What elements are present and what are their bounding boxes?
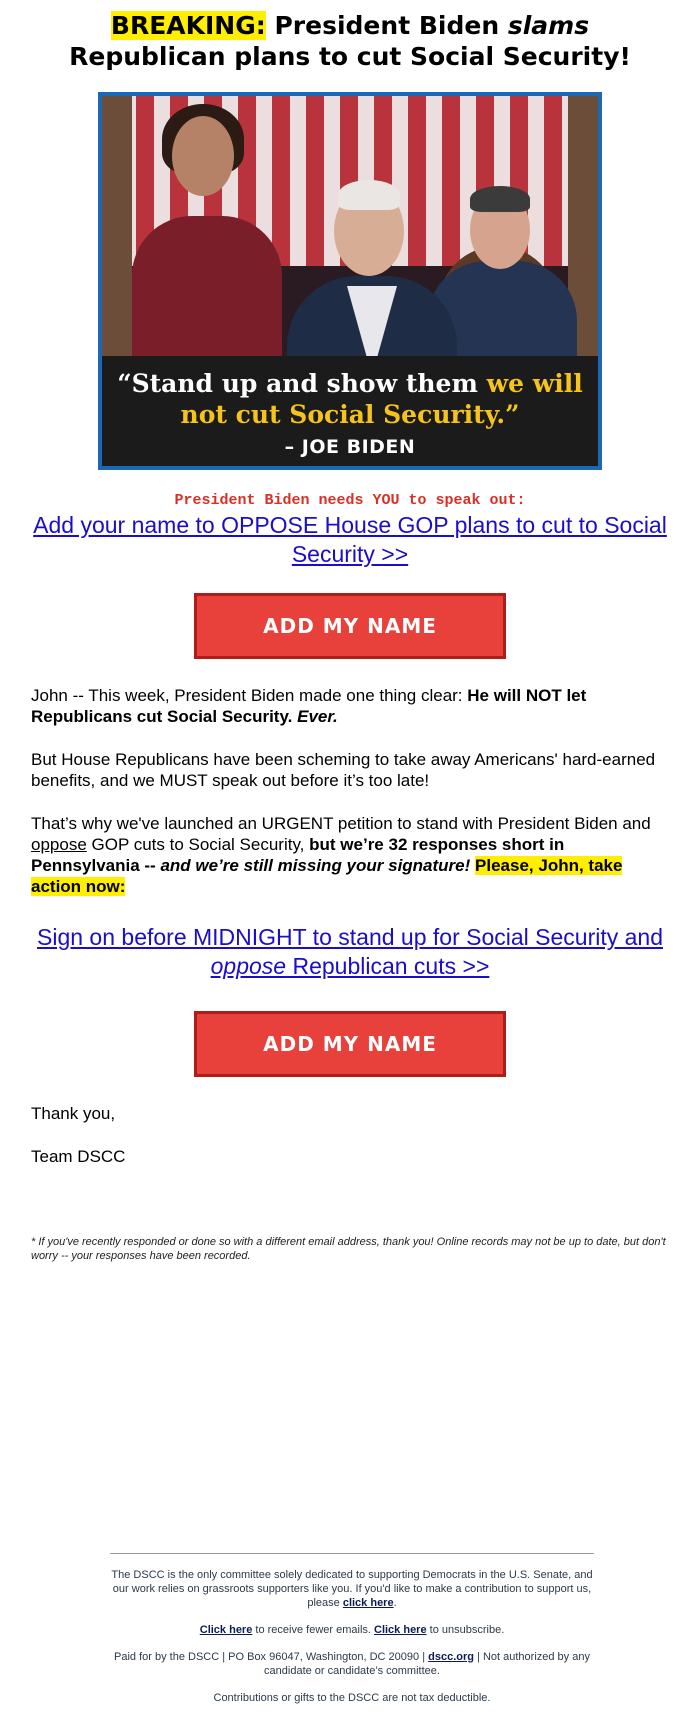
headline-part2: Republican plans to cut Social Security!	[69, 42, 631, 71]
signoff	[0, 1103, 700, 1167]
call-to-action-highlight: Please, John, take action now:	[31, 856, 623, 896]
fewer-emails-link[interactable]: Click here	[199, 1624, 253, 1636]
footer-paid-for: Paid for by the DSCC | PO Box 96047, Washington, DC 20090 | dscc.org | Not authorized by any candidate or candidate’s committee.	[114, 1651, 590, 1677]
person-left	[132, 216, 282, 376]
dscc-site-link[interactable]: dscc.org	[428, 1651, 474, 1663]
footer-about: The DSCC is the only committee solely dedicated to supporting Democrats in the U.S. Senate, and our work relies on grassroots supporters like you. If you'd like to make a contribution to support us, please click here.	[111, 1569, 593, 1609]
kicker-text: President Biden needs YOU to speak out:	[174, 492, 526, 509]
headline-slams: slams	[507, 11, 590, 40]
quote-attribution: – JOE BIDEN	[284, 436, 416, 458]
email-body	[0, 685, 700, 897]
footer-tax-note: Contributions or gifts to the DSCC are not tax deductible.	[213, 1692, 491, 1704]
headline	[0, 0, 700, 72]
sign-on-midnight-link[interactable]: Sign on before MIDNIGHT to stand up for Social Security and oppose Republican cuts >>	[37, 924, 663, 979]
paragraph-2: But House Republicans have been scheming to take away Americans' hard-earned benefits, and we MUST speak out before it’s too late!	[31, 750, 656, 790]
paragraph-1: John -- This week, President Biden made one thing clear: He will NOT let Republicans cut Social Security. Ever.	[31, 686, 587, 726]
quote-text	[102, 368, 598, 430]
breaking-label: BREAKING:	[110, 11, 266, 40]
thanks-text: Thank you,	[31, 1104, 116, 1123]
add-my-name-button-2[interactable]: ADD MY NAME	[194, 1011, 506, 1077]
quote-caption	[102, 356, 598, 466]
contribute-link[interactable]: click here	[342, 1597, 394, 1609]
paragraph-3: That’s why we've launched an URGENT petition to stand with President Biden and oppose GOP cuts to Social Security, but we’re 32 responses short in Pennsylvania -- and we’re still missing your signature! Please, John, take action now:	[31, 814, 651, 896]
biden-quote-image[interactable]	[98, 92, 602, 470]
headline-part1: President Biden	[274, 11, 500, 40]
oppose-petition-link[interactable]: Add your name to OPPOSE House GOP plans to cut to Social Security >>	[33, 512, 667, 567]
disclaimer: * If you've recently responded or done so with a different email address, thank you! Online records may not be up to date, but don't worry -- your responses have been recorded.	[31, 1236, 666, 1262]
quote-white: “Stand up and show them	[117, 369, 478, 398]
footer	[110, 1553, 594, 1705]
team-signature: Team DSCC	[31, 1147, 126, 1166]
quote-yellow: we will not cut Social Security.”	[180, 369, 583, 429]
footer-email-prefs: Click here to receive fewer emails. Click here to unsubscribe.	[199, 1624, 505, 1636]
unsubscribe-link[interactable]: Click here	[374, 1624, 427, 1636]
add-my-name-button[interactable]: ADD MY NAME	[194, 593, 506, 659]
